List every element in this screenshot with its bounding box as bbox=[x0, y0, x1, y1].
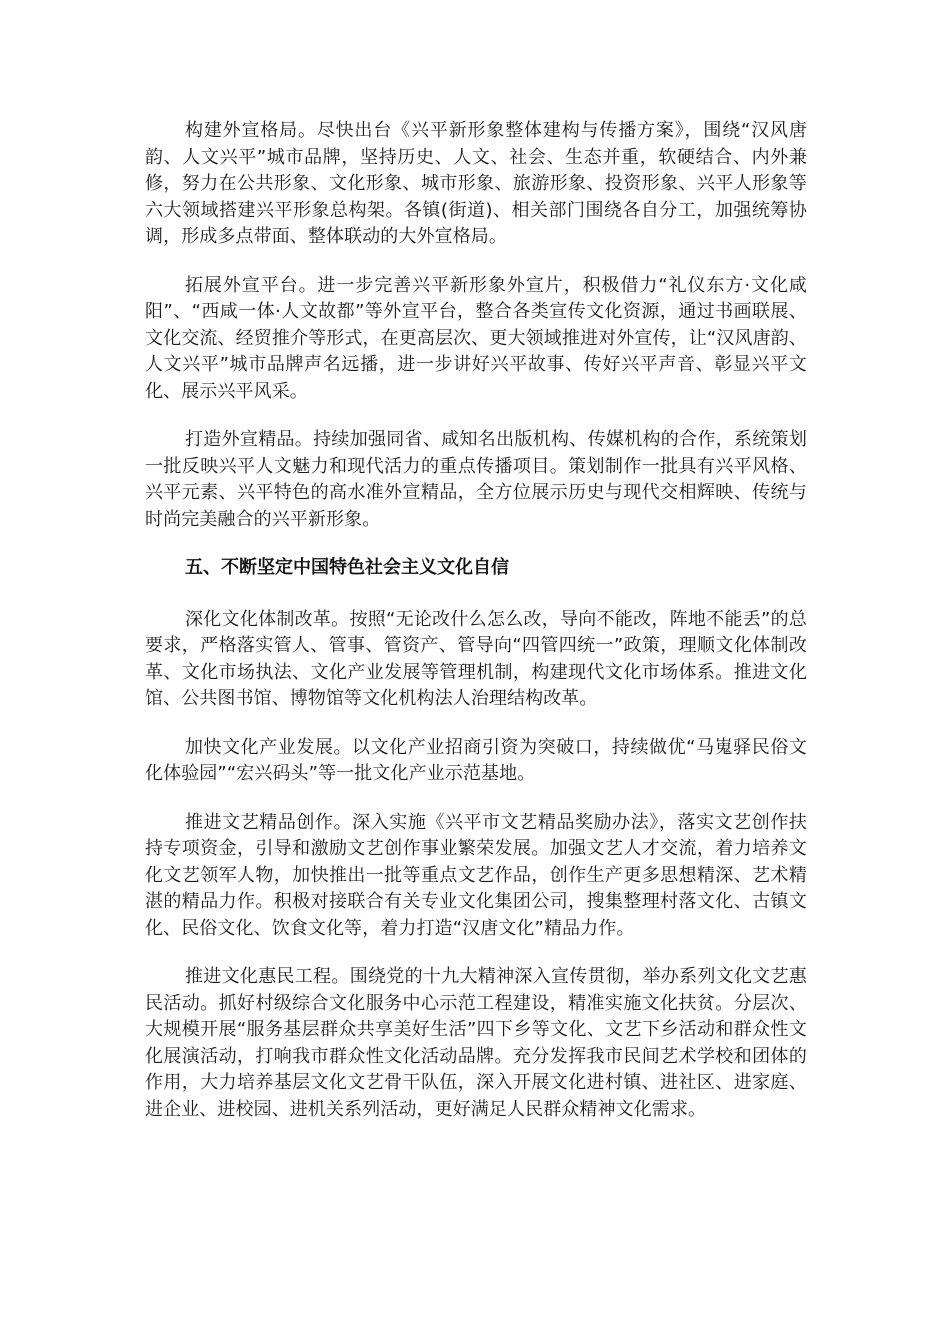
paragraph-art-creation: 推进文艺精品创作。深入实施《兴平市文艺精品奖励办法》，落实文艺创作扶持专项资金，引导和激励文艺创作事业繁荣发展。加强文艺人才交流，着力培养文化文艺领军人物，加快推出一批等重点文艺作品，创作生产更多思想精深、艺术精湛的精品力作。积极对接联合有关专业文化集团公司，搜集整理村落文化、古镇文化、民俗文化、饮食文化等，着力打造“汉唐文化”精品力作。 bbox=[145, 811, 807, 939]
paragraph-cultural-benefit: 推进文化惠民工程。围绕党的十九大精神深入宣传贯彻，举办系列文化文艺惠民活动。抓好村级综合文化服务中心示范工程建设，精准实施文化扶贫。分层次、大规模开展“服务基层群众共享美好生活”四下乡等文化、文艺下乡活动和群众性文化展演活动，打响我市群众性文化活动品牌。充分发挥我市民间艺术学校和团体的作用，大力培养基层文化文艺骨干队伍，深入开展文化进村镇、进社区、进家庭、进企业、进校园、进机关系列活动，更好满足人民群众精神文化需求。 bbox=[145, 966, 807, 1120]
document-page bbox=[145, 118, 807, 1145]
section-heading: 五、不断坚定中国特色社会主义文化自信 bbox=[185, 557, 509, 578]
paragraph-cultural-industry: 加快文化产业发展。以文化产业招商引资为突破口，持续做优“马嵬驿民俗文化体验园”“宏兴码头”等一批文化产业示范基地。 bbox=[145, 736, 807, 784]
paragraph-build-publicity-pattern: 构建外宣格局。尽快出台《兴平新形象整体建构与传播方案》，围绕“汉风唐韵、人文兴平”城市品牌，坚持历史、人文、社会、生态并重，软硬结合、内外兼修，努力在公共形象、文化形象、城市形象、旅游形象、投资形象、兴平人形象等六大领域搭建兴平形象总构架。各镇(街道)、相关部门围绕各自分工，加强统筹协调，形成多点带面、整体联动的大外宣格局。 bbox=[145, 120, 807, 247]
paragraph-deepen-reform: 深化文化体制改革。按照“无论改什么怎么改，导向不能改，阵地不能丢”的总要求，严格落实管人、管事、管资产、管导向“四管四统一”政策，理顺文化体制改革、文化市场执法、文化产业发展等管理机制，构建现代文化市场体系。推进文化馆、公共图书馆、博物馆等文化机构法人治理结构改革。 bbox=[145, 608, 807, 709]
paragraph-create-publicity-works: 打造外宣精品。持续加强同省、咸知名出版机构、传媒机构的合作，系统策划一批反映兴平人文魅力和现代活力的重点传播项目。策划制作一批具有兴平风格、兴平元素、兴平特色的高水准外宣精品，全方位展示历史与现代交相辉映、传统与时尚完美融合的兴平新形象。 bbox=[145, 429, 807, 530]
paragraph-expand-publicity-platform: 拓展外宣平台。进一步完善兴平新形象外宣片，积极借力“礼仪东方·文化咸阳”、“西咸一体·人文故都”等外宣平台，整合各类宣传文化资源，通过书画联展、文化交流、经贸推介等形式，在更高层次、更大领域推进对外宣传，让“汉风唐韵、人文兴平”城市品牌声名远播，进一步讲好兴平故事、传好兴平声音、彰显兴平文化、展示兴平风采。 bbox=[145, 274, 807, 402]
